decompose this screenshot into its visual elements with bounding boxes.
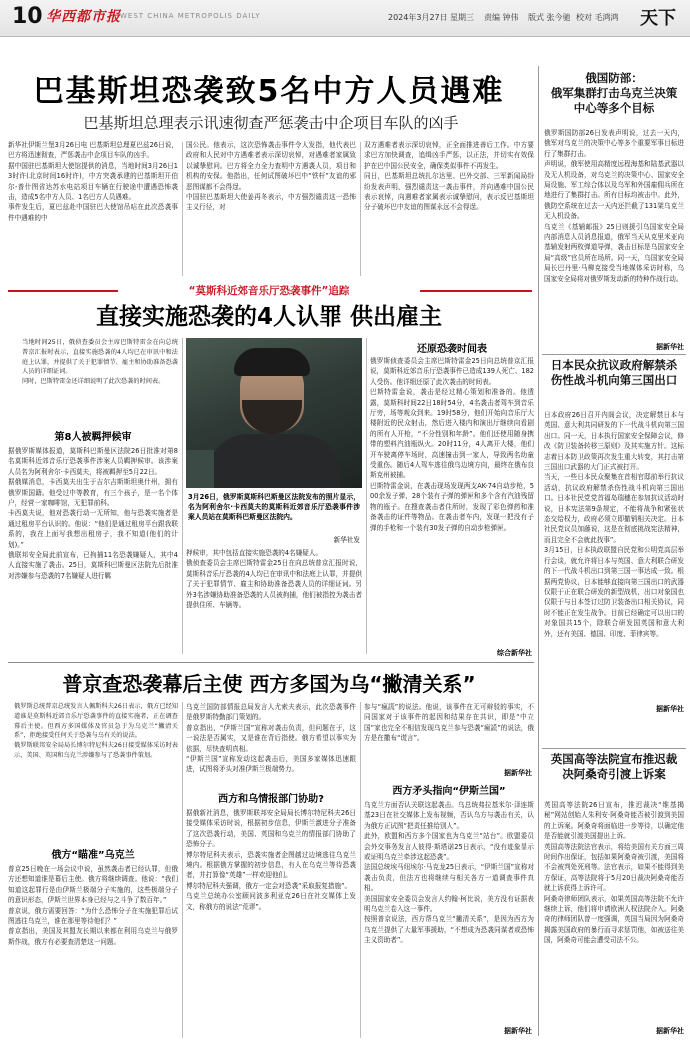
right1-headline: 俄军集群打击乌克兰决策中心等多个目标 bbox=[550, 86, 678, 115]
lead-column-1: 新华社伊斯兰堡3月26日电 巴基斯坦总理夏巴兹26日说，巴方将迅速彻查，严惩袭击中企项目车队的凶手。 据中国驻巴基斯坦大使馆提供的消息，当地时间3月26日13时许(北京时间16时许)，中方突袭承建的巴基斯坦开伯尔-普什图省达苏水电站项目车辆在行驶途中遭遇恐怖袭击，造成5名中方人员、1名巴方人员遇难。 事件发生后，夏巴兹赴中国驻巴大使馆吊唁在此次恐袭事件中遇难的中 bbox=[8, 141, 178, 222]
putin-column-3-head: 参与“瘋謊”的说法。他说，该事件在无可辩驳的事实，不同国家对于该事件的起因和结果存在共识，即是“中立国”家也完全不相信发现乌克兰参与恐袭“瘋謊”的说法，俄方是在撒布“谎言”。 bbox=[364, 703, 534, 743]
crocus-subhead-1: 第8人被羁押候审 bbox=[54, 432, 132, 443]
header-date: 2024年3月27日 bbox=[388, 13, 448, 22]
page-number: 10 bbox=[12, 4, 43, 29]
right1-kicker: 俄国防部： bbox=[585, 71, 643, 85]
crocus-column-2: 押候审，其中包括直接实施恐袭的4名嫌疑人。 俄侦查委员会主席巴斯特雷金25日在向总统普京汇报时说，莫斯科音乐厅恐袭的4人均已在审讯中和法庭上认罪，并提供了关于犯罪情节、雇主和协助准备恐袭人员的详细证词。另外3名涉嫌协助准备恐袭的人员被拘捕，他们被指控为袭击者提供住所、车辆等。 bbox=[186, 549, 362, 610]
lead-headline: 巴基斯坦恐袭致5名中方人员遇难 bbox=[33, 74, 505, 109]
right3-source: 据新华社 bbox=[656, 1027, 684, 1035]
putin-subhead-1: 俄方“瞄准”乌克兰 bbox=[51, 850, 135, 861]
header-editor: 责编 钟伟 bbox=[484, 13, 519, 22]
putin-column-2b: 据俄新社消息，俄罗斯联邦安全局局长博尔特尼科夫26日接受媒体采访时说，根据初步信息，伊斯兰激进分子准备了这次恐袭行动，美国、英国和乌克兰的情报部门协助了恐怖分子。 博尔特尼科夫表示，恐袭实施者企图越过边境逃往乌克兰境内。根据俄方掌握的初步信息，有人在乌克兰等待恐袭者，并打算像“英雄”一样欢迎他们。 博尔特尼科夫强调，俄方一定会对恐袭“采取报复措施”。 乌克兰总统办公室顾问波多利亚克26日在社交媒体上发文，称俄方的说法“荒谬”。 bbox=[186, 809, 356, 911]
right2-headline: 日本民众抗议政府解禁杀伤性战斗机向第三国出口 bbox=[550, 358, 678, 387]
putin-headline: 普京查恐袭幕后主使 西方多国为乌“撇清关系” bbox=[62, 672, 476, 696]
crocus-column-3: 俄罗斯侦查委员会主席巴斯特雷金25日向总统普京汇报说，莫斯科近郊音乐厅恐袭事件已造成139人死亡、182人受伤。他详细还原了此次袭击的时间表。 巴斯特雷金说，袭击是经过精心策划和准备的。他透露，莫斯科时间22日18时54分，4名袭击者驾车到音乐厅旁，场等观众到来。19时58分，他们开始向音乐厅大楼附近的民众射击，然后进入楼内和演出厅继续向看剧的所有人开枪，“不分性别和年龄”。他们还使用随身携带的塑料汽油瓶纵火。20时11分，4人离开大楼，他们开车驶离停车场时，高速撞击到一家人，导致两名幼童受重伤。随后4人驾车逃往俄乌边境方向，最终在俄布良斯克州被捕。 巴斯特雷金说，在袭击现场发现两支AK-74自动步枪，500余发子弹，28个装有子弹的弹匣和多个含有汽油残留物的瓶子。在搜查袭击者住所时，发现了彩色弹药和准备袭击的证件等物品。在袭击者车内，发现一把没有子弹的手枪和一个装有30发子弹的自动步枪弹匣。 bbox=[370, 357, 534, 532]
crocus-source: 综合新华社 bbox=[497, 649, 532, 657]
header-proofreader: 校对 毛鸿鸿 bbox=[576, 13, 619, 22]
crocus-subhead-2: 还原恐袭时间表 bbox=[417, 344, 487, 355]
right2-source: 据新华社 bbox=[656, 705, 684, 713]
right2-body: 日本政府26日召开内阁会议，决定解禁日本与英国、意大利共同研发的下一代战斗机向第三国出口。同一天，日本执行国家安全保障会议，修改《防卫装备转移三原则》及其实施方针。这标志着日本防卫政策再次发生重大转变，其打击第三国出口武器的大门正式被打开。 当天，一些日本民众聚集在首相官邸前举行抗议活动，抗议政府解禁杀伤性战斗机向第三国出口。日本社民党党首福岛瑞穗在参加抗议活动时说，日本宪法第9条规定，不能将战争和紧张状态交给权力，政府必须立即撤销相关决定。日本社民党议员加藤说，这是在彻底挑战宪法精神，而且完全不会就此找事”。 3月15日，日本执政联盟自民党和公明党高层举行会谈，就允许将日本与英国、意大利联合研发的下一代战斗机出口到第三国一事达成一致。根据两党协议，日本能够直接向第三国出口的武器仅限于正在联合研发的新型战机，出口对象国也仅限于与日本签订过防卫装备出口相关协议，同时不能正在发生战争。目前已经确定可以出口的对象国共15个，除联合研发国英国和意大利外，还有美国、德国、印度、菲律宾等。 bbox=[544, 411, 684, 638]
putin-subhead-3: 西方矛头指向“伊斯兰国” bbox=[392, 786, 506, 797]
right1-body: 俄罗斯国防部26日发表声明说，过去一天内，俄军对乌克兰的决策中心等多个重要军事目标进行了集群打击。 声明说，俄军使用高精度远程海基和陆基武器以及无人机设备，对乌克兰的决策中心、国家安全局设施、军工综合体以及乌军和外国雇佣兵所在地进行了集群打击。所有目标均被击中。此外，俄防空系统在过去一天内还拦截了131架乌克兰无人机设备。 乌克兰《基辅邮报》25日则援引乌国家安全局内部消息人员消息报道，俄军当天从克里米亚向基辅发射两枚弹道导弹，袭击目标是乌国家安全局“高级”官员所在场所。同一天，乌国家安全局局长巴丹里·马柳克接受当地媒体采访时称，乌国家安全局将对俄罗斯发动新的特种作战行动。 bbox=[544, 129, 684, 283]
paper-name: 华西都市报 bbox=[46, 9, 121, 25]
suspect-photo bbox=[186, 338, 362, 488]
putin-source-a: 据新华社 bbox=[504, 769, 532, 777]
photo-caption: 3月26日，俄罗斯莫斯科巴斯曼区法院发布的照片显示，名为阿利舍尔·卡西莫夫的莫斯科近郊音乐厅恐袭事件涉案人员站在莫斯科巴斯曼区法院内。 bbox=[188, 493, 360, 521]
right3-headline: 英国高等法院宣布推迟裁决阿桑奇引渡上诉案 bbox=[550, 752, 678, 781]
paper-name-en: WEST CHINA METROPOLIS DAILY bbox=[120, 12, 261, 20]
header-weekday: 星期三 bbox=[450, 13, 474, 22]
putin-column-1: 普京25日晚在一场会议中说，虽然袭击者已经认罪，但俄方还想知道谁是幕后主使。俄方将继续调查。他说：“我们知道这起罪行是由伊斯兰极端分子实施的，这些极端分子的意识形态，伊斯兰世界本身已经与之斗争了数百年。” 普京说，俄方需要回答：“为什么恐怖分子在实施犯罪后试图逃往乌克兰，谁在那里等待他们？” 普京指出，美国及其盟友长期以来都在利用乌克兰与俄罗斯作战，俄方有必要查清楚这一问题。 bbox=[8, 865, 178, 946]
section-name: 天下 bbox=[640, 8, 676, 29]
lead-column-3: 双方遇难者表示深切哀悼，正全面推进善后工作。中方要求巴方加快调查，追缉凶手严惩，以正法，并切实有效保护在巴中国公民安全，确保类似事件不再发生。 同日，巴基斯坦总统扎尔达里、巴外交部、三军新闻局纷纷发表声明，强烈谴责这一袭击事件，并向遇难中国公民表示哀悼，向遇难者家属表示诚挚慰问，表示反巴基斯坦分子破坏巴中友谊的图谋永远不会得逞。 bbox=[364, 141, 534, 212]
right3-body: 英国高等法院26日宣布，推迟裁决“维基揭秘”网站创始人朱利安·阿桑奇能否被引渡到美国的上诉案。阿桑奇将面临进一步等待，以确定他是否能就引渡美国提出上诉。 英国高等法院法官表示，将给美国有关方面三周时间作出保证，包括如果阿桑奇被引渡，美国将不会被判处死刑等。法官表示，如果不能得到美方保证，高等法院将于5月20日裁决阿桑奇能否就上诉获得上诉许可。 阿桑奇律师团队表示，如果英国高等法院不允许继续上诉，他们将申请欧洲人权法院介入。阿桑奇的律师团队曾一度强调，英国当局因为阿桑奇揭露美国政府的暴行而寻求惩罚他，如被送往美国，阿桑奇可能会遭受司法不公。 bbox=[544, 801, 684, 945]
crocus-banner: “莫斯科近郊音乐厅恐袭事件”追踪 bbox=[188, 285, 350, 297]
putin-source: 据新华社 bbox=[504, 1027, 532, 1035]
crocus-headline: 直接实施恐袭的4人认罪 供出雇主 bbox=[95, 304, 442, 330]
header-designer: 版式 张今驰 bbox=[528, 13, 571, 22]
lead-column-2: 国公民。他表示，这次恐怖袭击事件令人发指，他代表巴政府和人民对中方遇难者表示深切哀悼，对遇难者家属致以诚挚慰问。巴方将全力全力查明中方遇袭人员，项目和机构的安保。他指出，任何试图破坏巴中“铁杆”友谊的邪恶图谋都不会得逞。 中国驻巴基斯坦大使姜再冬表示，中方强烈谴责这一恐怖主义行径，对 bbox=[186, 141, 356, 212]
putin-subhead-2: 西方和乌情报部门协助? bbox=[218, 794, 324, 805]
right1-source: 据新华社 bbox=[656, 343, 684, 351]
lead-subhead: 巴基斯坦总理表示讯速彻查严惩袭击中企项目车队的凶手 bbox=[83, 114, 459, 132]
photo-caption-credit: 新华社发 bbox=[333, 536, 360, 544]
crocus-column-1: 据俄罗斯媒体报道，莫斯科巴斯曼区法院26日批准对第8名莫斯科近郊音乐厅恐袭事件涉案人员羁押候审。该涉案人员名为阿利舍尔·卡西莫夫，将被羁押至5月22日。 据俄媒消息，卡西莫夫出生于吉尔吉斯斯坦奥什州，拥有俄罗斯国籍。他受过中等教育，有三个孩子，是一名个体户，经营一家咖啡馆，无犯罪前科。 卡西莫夫说，他对恐袭行动一无所知，他与恐袭实施者是通过租房平台认识的。他说：“他们是通过租房平台跟我联系的，我在上面写我想出租房子，我不知道(他们的计划)。” 俄联邦安全局此前宣布，已拘捕11名恐袭嫌疑人，其中4人直接实施了袭击。25日，莫斯科巴斯曼区法院先后批准对涉嫌参与恐袭的7名嫌疑人进行羁 bbox=[8, 447, 178, 580]
putin-intro: 俄罗斯总统普京总统发言人佩斯科夫26日表示，俄方已经知道谁是莫斯科近郊音乐厅恐袭事件的直接实施者，正在调查幕后主使。但西方多国媒体及官员急于为乌克兰“撇清关系”，拒绝接受任何关于恐袭与乌有关的说法。 俄罗斯联邦安全局局长博尔特尼科夫26日接受媒体采访时表示，美国、英国和乌克兰涉嫌参与了恐袭事件策划。 bbox=[14, 703, 178, 759]
crocus-intro: 当地时间25日，俄侦查委员会主席巴斯特雷金在向总统普京汇报时表示，直接实施恐袭的4人均已在审讯中和法庭上认罪，并提供了关于犯罪情节、雇主和协助准备恐袭人员的详细证词。 同时，巴斯特雷金还详细说明了此次恐袭的时间表。 bbox=[22, 339, 178, 386]
putin-column-3: 乌克兰方面否认关联这起袭击。乌总统弗拉基米尔·泽连斯基23日在社交媒体上发布视频，否认乌方与袭击有关，认为俄方正试图“把责任推给别人”。 此外，欧盟和西方多个国家也为乌克兰“站台”。欧盟委员会外交事务发言人彼得·斯塔诺25日表示，“没有迹象显示或证明乌克兰牵涉这起恐袭”。 法国总统埃马纽埃尔·马克龙25日表示，“伊斯兰国”宣称对袭击负责，但法方也将继续与相关各方一道调查事件真相。 美国国家安全委员会发言人约翰·柯比说，美方没有证据表明乌克兰卷入这一事件。 按照普京说法，西方帮乌克兰“撇清关系”，是因为西方为乌克兰提供了大量军事援助，“不想成为恐袭同谋者或恐怖主义资助者”。 bbox=[364, 801, 534, 945]
putin-column-2: 乌克兰国防部情报总局发言人尤索夫表示，此次恐袭事件是俄罗斯特勤部门策划的。 普京指出，“伊斯兰国”宣称对袭击负责，但问题在于，这一说法是否属实，又是谁在背后指使。俄方希望以事实为依据，尽快查明真相。 “伊斯兰国”宣称发动这起袭击后，美国多家媒体迅速跟进，试图将矛头对准伊斯兰极端势力。 bbox=[186, 703, 356, 774]
